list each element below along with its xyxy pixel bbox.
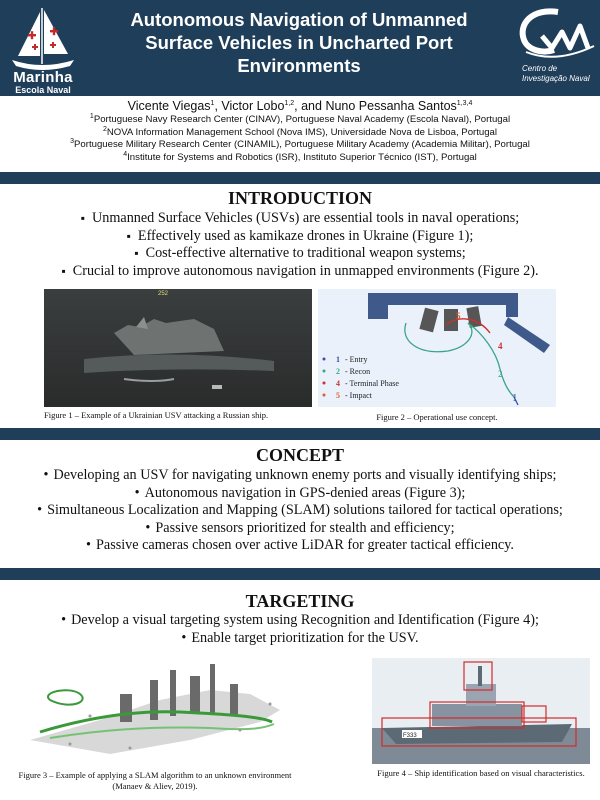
- legend-label-4: - Terminal Phase: [345, 379, 399, 388]
- author-conjunction: and: [301, 99, 322, 113]
- figure-2-caption: Figure 2 – Operational use concept.: [376, 412, 498, 422]
- intro-bullet-4: ▪ Crucial to improve autonomous navigation in unmapped environments (Figure 2).: [0, 263, 600, 281]
- legend-label-2: - Recon: [345, 367, 371, 376]
- cinav-caption-line1: Centro de: [522, 64, 558, 73]
- legend-num-2: 2: [336, 367, 340, 376]
- introduction-bullets: [0, 210, 600, 280]
- logo-text-escola-naval: Escola Naval: [15, 85, 71, 95]
- figure-2-marker-2: 2: [498, 369, 503, 379]
- author-1-sup: 1: [210, 99, 215, 107]
- cinav-caption-line2: Investigação Naval: [522, 74, 590, 83]
- author-3: Nuno Pessanha Santos: [325, 99, 457, 113]
- affiliation-2: $^2$NOVA Information Management School (Nova IMS), Universidade Nova de Lisboa, Portugal: [102, 125, 498, 138]
- concept-bullet-5: • Passive cameras chosen over active LiDAR for greater tactical efficiency.: [0, 537, 600, 555]
- author-block: [0, 98, 600, 164]
- cinav-emblem-icon: [512, 6, 598, 62]
- legend-num-1: 1: [336, 355, 340, 364]
- ship-hull-number: F333: [403, 733, 417, 739]
- section-divider-3: [0, 568, 600, 580]
- author-names: Vicente Viegas$^1$, Victor Lobo$^{1,2}$, and Nuno Pessanha Santos$^{1,3,4}$: [127, 99, 473, 113]
- section-divider-2: [0, 428, 600, 440]
- legend-label-1: - Entry: [345, 355, 368, 364]
- legend-num-4: 4: [336, 379, 340, 388]
- section-divider-1: [0, 172, 600, 184]
- figure-3-caption: Figure 3 – Example of applying a SLAM algorithm to an unknown environment (Manaev & Aliev, 2019).: [18, 770, 292, 791]
- targeting-bullets: [0, 612, 600, 647]
- author-1: Vicente Viegas: [127, 99, 211, 113]
- figure-1-caption: Figure 1 – Example of a Ukrainian USV attacking a Russian ship.: [44, 410, 269, 420]
- figure-2-diagram: [318, 289, 556, 407]
- targeting-bullet-1: • Develop a visual targeting system using Recognition and Identification (Figure 4);: [0, 612, 600, 630]
- concept-bullet-2: • Autonomous navigation in GPS-denied areas (Figure 3);: [0, 485, 600, 503]
- cinav-logo: [512, 6, 598, 92]
- concept-bullets: [0, 467, 600, 555]
- concept-bullet-4: • Passive sensors prioritized for stealth and efficiency;: [0, 520, 600, 538]
- figure-2-marker-1: 1: [512, 392, 518, 404]
- figure-2-marker-5: 5: [456, 311, 461, 321]
- intro-bullet-2: ▪ Effectively used as kamikaze drones in Ukraine (Figure 1);: [0, 228, 600, 246]
- author-2-sup: 1,2: [284, 99, 295, 107]
- figure-1-image: [44, 289, 312, 407]
- sailboat-icon: [4, 4, 82, 70]
- concept-bullet-1: • Developing an USV for navigating unknown enemy ports and visually identifying ships;: [0, 467, 600, 485]
- figure-1-overlay-text: 252: [158, 291, 169, 297]
- targeting-heading: TARGETING: [245, 591, 355, 611]
- affiliation-3: $^3$Portuguese Military Research Center (CINAMIL), Portuguese Military Academy (Academia Militar), Portugal: [70, 138, 530, 151]
- naval-school-logo: [4, 4, 82, 95]
- concept-heading: CONCEPT: [255, 445, 344, 465]
- intro-bullet-3: ▪ Cost-effective alternative to traditional weapon systems;: [0, 245, 600, 263]
- author-3-sup: 1,3,4: [456, 99, 473, 107]
- figure-2-marker-4: 4: [498, 341, 503, 351]
- figure-3-pointcloud: [10, 660, 300, 764]
- affiliation-4: $^4$Institute for Systems and Robotics (ISR), Instituto Superior Técnico (IST), Portugal: [123, 150, 477, 163]
- poster-title: Autonomous Navigation of Unmanned Surface Vehicles in Uncharted Port Environments: [130, 9, 468, 76]
- logo-text-marinha: Marinha: [13, 69, 73, 86]
- figure-4-caption: Figure 4 – Ship identification based on visual characteristics.: [377, 768, 585, 778]
- legend-num-5: 5: [336, 391, 340, 400]
- concept-bullet-3: • Simultaneous Localization and Mapping (SLAM) solutions tailored for tactical operations;: [0, 502, 600, 520]
- introduction-heading: INTRODUCTION: [227, 188, 373, 208]
- figure-4-ship-photo: [372, 658, 590, 764]
- legend-label-5: - Impact: [345, 391, 372, 400]
- intro-bullet-1: ▪ Unmanned Surface Vehicles (USVs) are essential tools in naval operations;: [0, 210, 600, 228]
- poster-header: [0, 0, 600, 96]
- affiliation-1: $^1$Portuguese Navy Research Center (CINAV), Portuguese Naval Academy (Escola Naval), Portugal: [89, 112, 511, 125]
- author-2: Victor Lobo: [221, 99, 285, 113]
- targeting-bullet-2: • Enable target prioritization for the USV.: [0, 630, 600, 648]
